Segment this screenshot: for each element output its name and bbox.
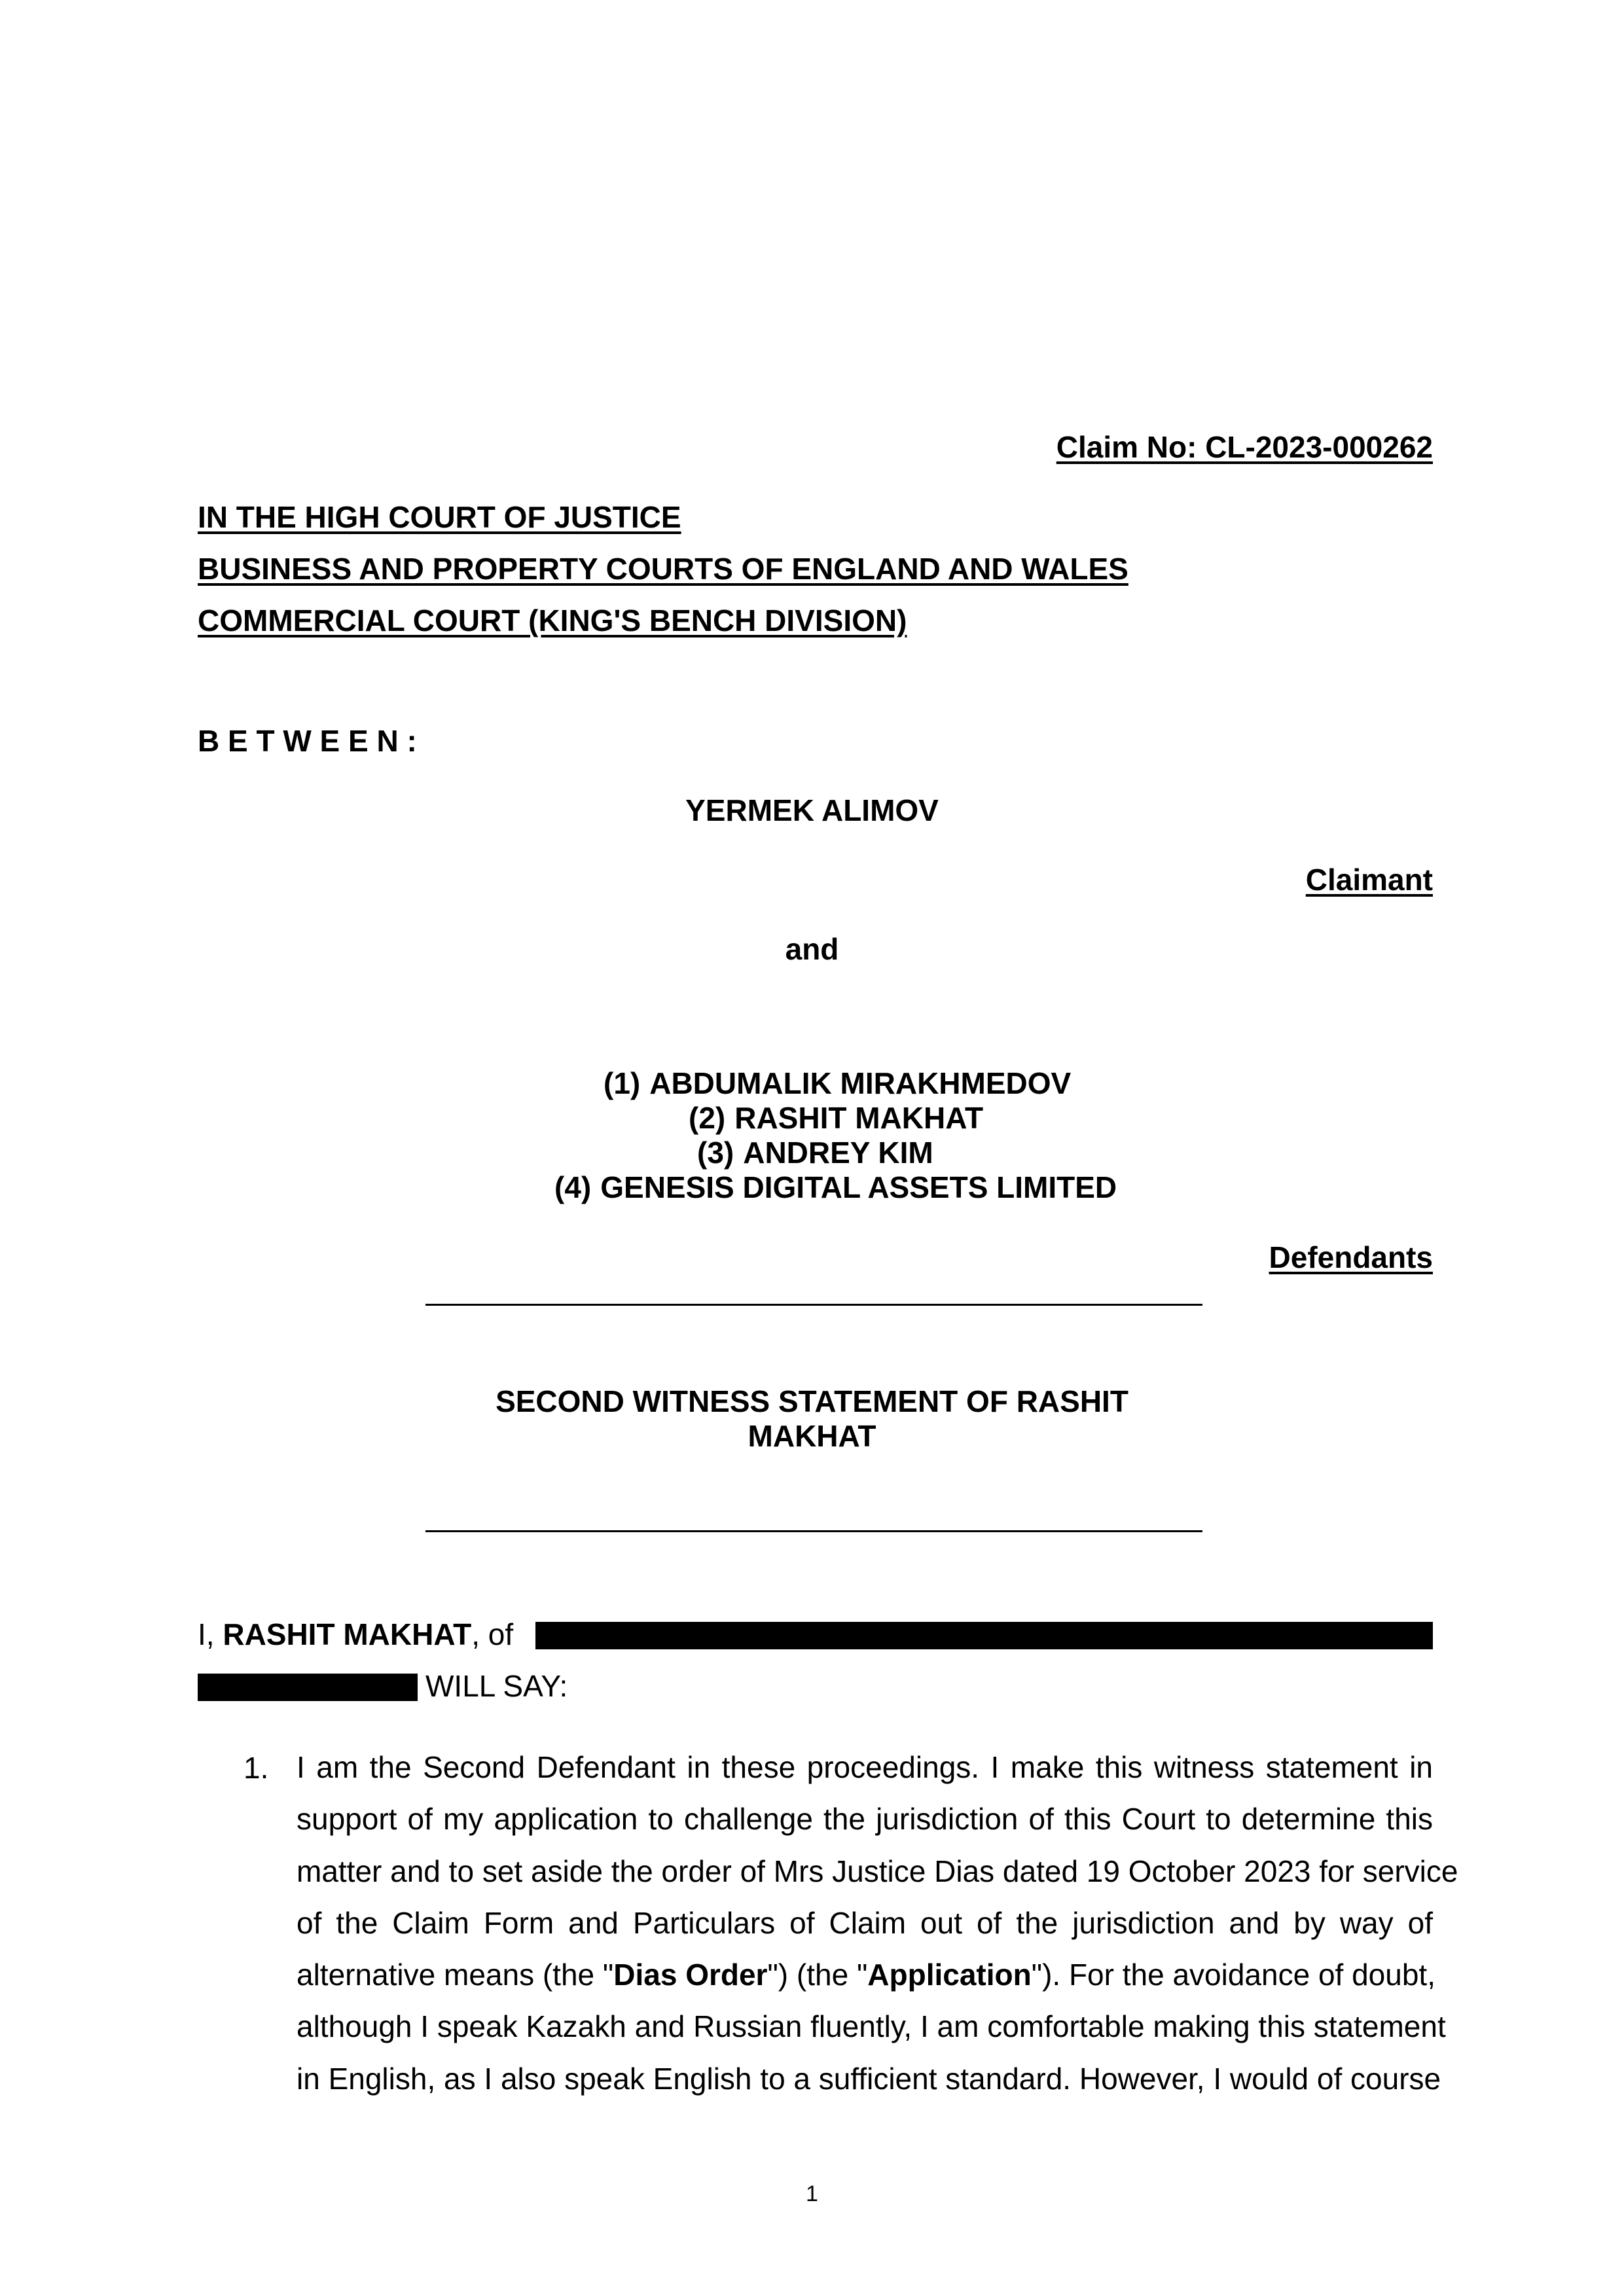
paragraph-line: I am the Second Defendant in these proceedings. I make this witness statement in (297, 1750, 1433, 1784)
defendant-number: (2) (689, 1101, 726, 1135)
paragraph-line: support of my application to challenge the jurisdiction of this Court to determine this (297, 1802, 1433, 1837)
paragraph-number: 1. (244, 1751, 269, 1785)
defendant-name: ANDREY KIM (743, 1136, 933, 1170)
defendant-4 (554, 1170, 1117, 1205)
claim-number: Claim No: CL-2023-000262 (1056, 430, 1433, 464)
paragraph-line: in English, as I also speak English to a sufficient standard. However, I would of course (297, 2061, 1441, 2096)
court-heading-line-2: BUSINESS AND PROPERTY COURTS OF ENGLAND AND WALES (198, 552, 1128, 586)
defendant-name: ABDUMALIK MIRAKHMEDOV (649, 1066, 1072, 1100)
statement-title-line-2: MAKHAT (748, 1419, 876, 1453)
defendant-number: (3) (697, 1136, 734, 1170)
between-label: B E T W E E N : (198, 724, 417, 758)
redacted-address-block-2 (198, 1674, 418, 1701)
claimant-label: Claimant (1305, 863, 1433, 897)
defined-term-dias-order: Dias Order (613, 1958, 768, 1992)
paragraph-1 (297, 1742, 1458, 2105)
intro-of: , of (471, 1617, 514, 1651)
paragraph-line (297, 1949, 1433, 2001)
text-run: alternative means (the " (297, 1958, 614, 1992)
defendant-name: GENESIS DIGITAL ASSETS LIMITED (600, 1170, 1117, 1204)
paragraph-line: matter and to set aside the order of Mrs Justice Dias dated 19 October 2023 for service (297, 1854, 1458, 1888)
claimant-name: YERMEK ALIMOV (685, 793, 939, 827)
defendant-1 (604, 1066, 1071, 1101)
defendant-number: (4) (554, 1170, 592, 1204)
defendant-3 (697, 1135, 933, 1170)
paragraph-line: although I speak Kazakh and Russian fluently, I am comfortable making this statement (297, 2009, 1446, 2044)
page-number: 1 (806, 2181, 818, 2206)
text-run: ") (the " (767, 1958, 868, 1992)
paragraph-line: of the Claim Form and Particulars of Claim out of the jurisdiction and by way of (297, 1905, 1433, 1940)
horizontal-rule-top (425, 1304, 1202, 1306)
defendant-number: (1) (604, 1066, 641, 1100)
redacted-address-block-1 (535, 1622, 1433, 1649)
and-separator: and (785, 932, 839, 966)
defendants-label: Defendants (1269, 1240, 1433, 1274)
defendant-name: RASHIT MAKHAT (734, 1101, 984, 1135)
text-run: "). For the avoidance of doubt, (1031, 1958, 1435, 1992)
intro-prefix: I, (198, 1617, 215, 1651)
will-say: WILL SAY: (425, 1669, 568, 1703)
defined-term-application: Application (867, 1958, 1032, 1992)
intro-line (198, 1616, 513, 1653)
court-heading-line-1: IN THE HIGH COURT OF JUSTICE (198, 500, 681, 534)
defendant-2 (689, 1100, 983, 1136)
statement-title-line-1: SECOND WITNESS STATEMENT OF RASHIT (496, 1384, 1128, 1418)
witness-name: RASHIT MAKHAT (223, 1617, 472, 1651)
horizontal-rule-bottom (425, 1530, 1202, 1532)
court-heading-line-3: COMMERCIAL COURT (KING'S BENCH DIVISION) (198, 603, 907, 637)
